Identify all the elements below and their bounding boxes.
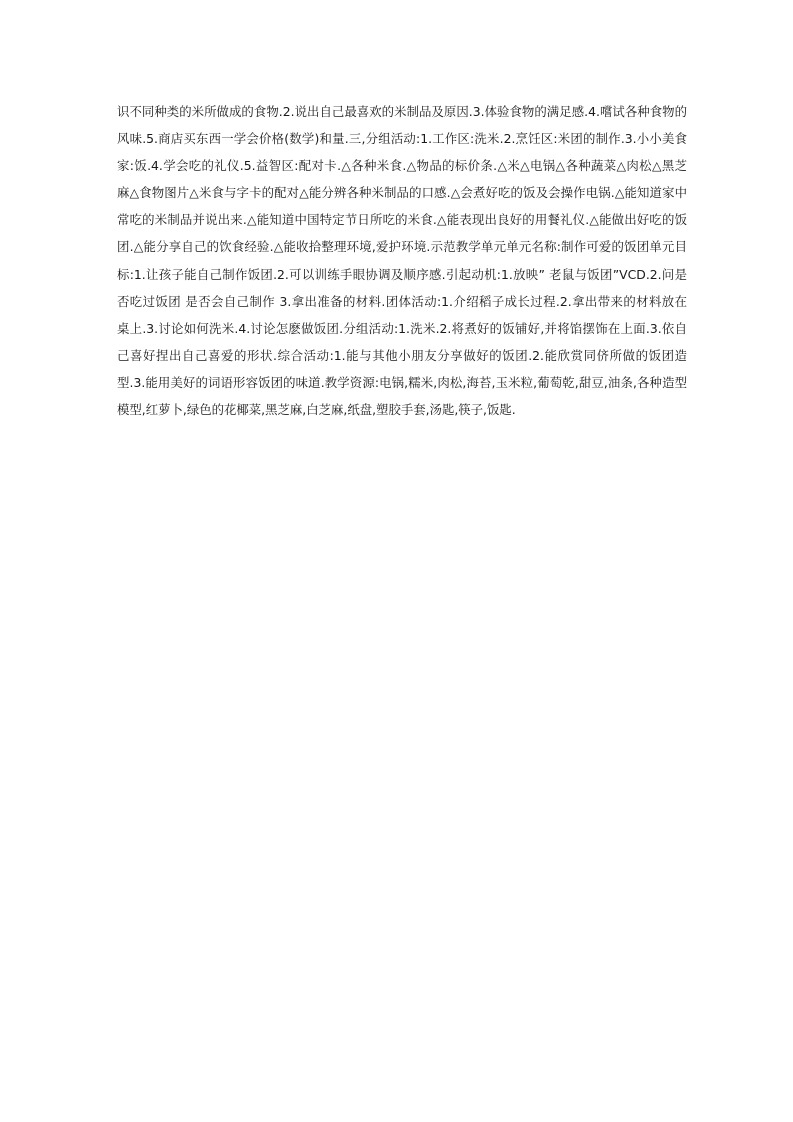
text-line: 团.△能分享自己的饮食经验.△能收拾整理环境,爱护环境.示范教学单元单元名称:制作可爱的饭团单元目 [117,239,687,255]
text-line: 否吃过饭团 是否会自己制作 3.拿出准备的材料.团体活动:1.介绍稻子成长过程.2.拿出带来的材料放在 [117,293,687,309]
text-line: 型.3.能用美好的词语形容饭团的味道.教学资源:电锅,糯米,肉松,海苔,玉米粒,葡萄乾,甜豆,油条,各种造型 [117,374,687,390]
text-line: 麻△食物图片△米食与字卡的配对△能分辨各种米制品的口感.△会煮好吃的饭及会操作电锅.△能知道家中 [117,185,687,201]
text-line: 桌上.3.讨论如何洗米.4.讨论怎麽做饭团.分组活动:1.洗米.2.将煮好的饭铺好,并将馅摆饰在上面.3.依自 [117,320,687,336]
text-line: 家:饭.4.学会吃的礼仪.5.益智区:配对卡.△各种米食.△物品的标价条.△米△电锅△各种蔬菜△肉松△黑芝 [117,158,687,174]
text-line: 己喜好捏出自己喜爱的形状.综合活动:1.能与其他小朋友分享做好的饭团.2.能欣赏同侪所做的饭团造 [117,347,687,363]
text-line: 标:1.让孩子能自己制作饭团.2.可以训练手眼协调及顺序感.引起动机:1.放映” 老鼠与饭团”VCD.2.问是 [117,266,687,282]
body-text [117,98,687,423]
text-line: 常吃的米制品并说出来.△能知道中国特定节日所吃的米食.△能表现出良好的用餐礼仪.△能做出好吃的饭 [117,212,687,228]
text-line: 模型,红萝卜,绿色的花椰菜,黑芝麻,白芝麻,纸盘,塑胶手套,汤匙,筷子,饭匙. [117,402,516,418]
text-line: 识不同种类的米所做成的食物.2.说出自己最喜欢的米制品及原因.3.体验食物的满足感.4.嚐试各种食物的 [117,104,687,119]
text-line: 风味.5.商店买东西一学会价格(数学)和量.三,分组活动:1.工作区:洗米.2.烹饪区:米团的制作.3.小小美食 [117,131,687,147]
